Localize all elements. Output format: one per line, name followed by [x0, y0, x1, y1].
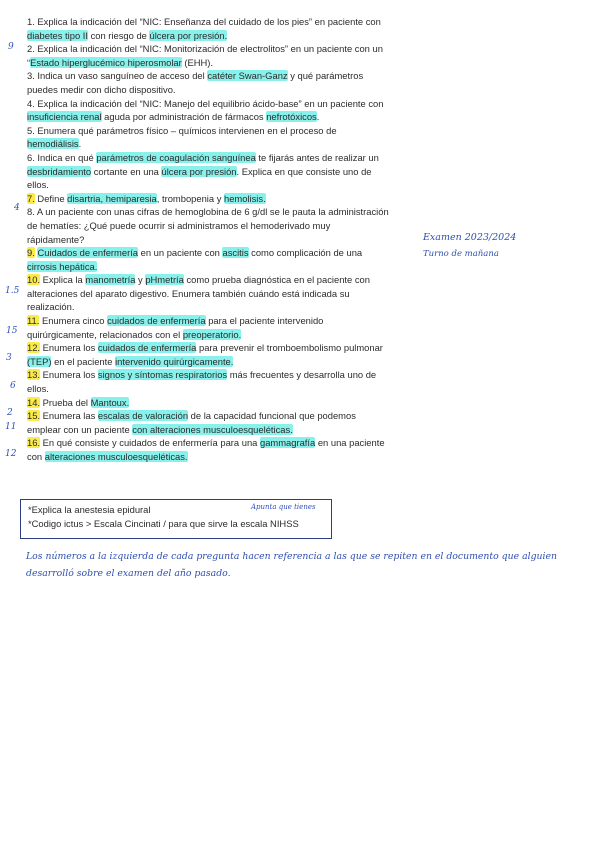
question-text: . [78, 138, 82, 150]
exam-shift-note: Turno de mañana [423, 249, 499, 259]
question-text: 8. A un paciente con unas cifras de hemoglobina de 6 g/dl se le pauta la administración de hematíes: ¿Qué puede ocurrir si administramos el hemoderivado muy rápidamente? [27, 206, 389, 245]
highlighted-term: intervenido quirúrgicamente. [115, 355, 234, 367]
highlighted-term: parámetros de coagulación sanguínea [96, 151, 256, 163]
question-text: con riesgo de [87, 29, 150, 41]
question-text: , trombopenia y [156, 192, 224, 204]
margin-note-q14: 2 [7, 408, 13, 418]
highlighted-term: alteraciones musculoesqueléticas. [44, 451, 188, 462]
highlighted-term: (TEP) [27, 355, 52, 367]
question-number-highlight: 14. [27, 396, 41, 408]
question-4 [27, 97, 389, 124]
question-text: Enumera cinco [39, 315, 108, 327]
question-text: Enumera los [40, 369, 98, 381]
highlighted-term: diabetes tipo II [27, 29, 88, 41]
margin-note-q7: 4 [14, 203, 20, 213]
question-13 [27, 368, 389, 395]
question-text: aguda por administración de fármacos [101, 111, 267, 123]
question-text: Explica la [40, 274, 86, 286]
highlighted-term: gammagrafía [259, 437, 316, 449]
question-number-highlight: 15. [27, 410, 41, 422]
margin-note-q13: 6 [10, 381, 16, 391]
extra-question-epidural: *Explica la anestesia epidural [28, 504, 151, 515]
highlighted-term: Mantoux. [90, 396, 130, 408]
question-text: 2. Explica la indicación del “NIC: Monitorización de electrolitos” en un paciente con un “ [27, 43, 383, 68]
highlighted-term: desbridamiento [27, 165, 92, 177]
question-15 [27, 409, 389, 436]
question-text: como prueba diagnóstica en el paciente con alteraciones del aparato digestivo. Enumera también cuándo está indicada su realización. [27, 274, 370, 313]
question-3 [27, 69, 389, 96]
question-text: de la capacidad funcional que podemos emplear con un paciente [27, 410, 356, 435]
question-11 [27, 314, 389, 341]
question-text: Define [34, 192, 68, 204]
question-text: en el paciente [51, 355, 116, 367]
highlighted-term: nefrotóxicos [266, 111, 317, 123]
question-number-highlight: 13. [27, 369, 41, 381]
question-text: Enumera los [40, 342, 98, 354]
question-number-highlight: 7. [27, 192, 35, 204]
question-text: 5. Enumera qué parámetros físico – químicos intervienen en el proceso de [27, 124, 337, 136]
margin-note-q12: 3 [6, 353, 12, 363]
highlighted-term: Cuidados de enfermería [37, 247, 139, 259]
question-text: te fijarás antes de realizar un [255, 151, 379, 163]
question-text: más frecuentes y desarrolla uno de ellos. [27, 369, 377, 395]
question-text: cortante en una [91, 165, 162, 177]
handwritten-explanation: Los números a la izquierda de cada pregunta hacen referencia a las que se repiten en el documento que alguien desarrolló sobre el examen del año pasado. [26, 551, 557, 579]
question-text: . Explica en que consiste uno de ellos. [27, 165, 372, 191]
question-7 [27, 192, 389, 206]
highlighted-term: hemolisis. [224, 192, 266, 204]
highlighted-term: cuidados de enfermería [107, 315, 206, 327]
highlighted-term: úlcera por presión. [149, 29, 228, 41]
highlighted-term: disartria, hemiparesia [67, 192, 157, 204]
highlighted-term: signos y síntomas respiratorios [97, 369, 228, 381]
question-8 [27, 205, 389, 246]
question-number-highlight: 11. [27, 315, 40, 327]
extra-question-ictus: *Codigo ictus > Escala Cincinati / para que sirve la escala NIHSS [28, 518, 299, 529]
highlighted-term: cirrosis hepática. [27, 260, 98, 272]
highlighted-term: pHmetría [145, 274, 184, 286]
question-text: . [316, 111, 320, 123]
exam-year-note: Examen 2023/2024 [423, 232, 517, 243]
highlighted-term: escalas de valoración [97, 410, 189, 422]
question-number-highlight: 10. [27, 274, 41, 286]
question-number-highlight: 9. [27, 247, 35, 259]
highlighted-term: úlcera por presión [161, 165, 237, 177]
question-number-highlight: 12. [27, 342, 41, 354]
highlighted-term: cuidados de enfermería [97, 342, 197, 354]
question-9 [27, 246, 389, 273]
question-text: Prueba del [40, 396, 91, 408]
handwritten-box-note: Apunta que tienes [251, 503, 316, 511]
highlighted-term: con alteraciones musculoesqueléticas. [132, 423, 293, 435]
question-16 [27, 436, 389, 463]
question-text: en una paciente con [27, 437, 385, 462]
highlighted-term: hemodiálisis [27, 138, 79, 150]
margin-note-q11: 15 [6, 326, 18, 336]
question-10 [27, 273, 389, 314]
highlighted-term: preoperatorio. [182, 328, 242, 340]
question-12 [27, 341, 389, 368]
question-text: 6. Indica en qué [27, 151, 97, 163]
margin-note-q15: 11 [5, 422, 17, 432]
question-text: para prevenir el tromboembolismo pulmonar [196, 342, 383, 354]
question-text: 3. Indica un vaso sanguíneo de acceso del [27, 70, 208, 82]
highlighted-term: manometría [85, 274, 136, 286]
question-1 [27, 15, 389, 42]
question-text: Enumera las [40, 410, 98, 422]
margin-note-q10: 1.5 [5, 286, 20, 296]
question-2 [27, 42, 389, 69]
question-14 [27, 396, 389, 410]
question-text: como complicación de una [248, 247, 363, 259]
question-list [27, 15, 389, 464]
question-text: En qué consiste y cuidados de enfermería para una [40, 437, 260, 449]
question-text: para el paciente intervenido quirúrgicamente, relacionados con el [27, 315, 324, 340]
question-text: en un paciente con [138, 247, 223, 259]
question-5 [27, 124, 389, 151]
highlighted-term: catéter Swan-Ganz [207, 70, 288, 82]
question-text: y qué parámetros puedes medir con dicho dispositivo. [27, 70, 364, 95]
highlighted-term: ascitis [222, 247, 249, 259]
question-6 [27, 151, 389, 192]
highlighted-term: Estado hiperglucémico hiperosmolar [30, 56, 182, 68]
margin-note-q2: 9 [8, 42, 14, 52]
margin-note-q16: 12 [5, 449, 17, 459]
question-text: 1. Explica la indicación del “NIC: Enseñanza del cuidado de los pies” en paciente con [27, 16, 381, 27]
question-number-highlight: 16. [27, 437, 41, 449]
question-text: 4. Explica la indicación del “NIC: Manejo del equilibrio ácido-base” en un paciente con [27, 97, 384, 109]
question-text: y [135, 274, 146, 286]
question-text: (EHH). [181, 56, 214, 68]
highlighted-term: insuficiencia renal [27, 111, 102, 123]
extra-questions-box [20, 499, 332, 539]
